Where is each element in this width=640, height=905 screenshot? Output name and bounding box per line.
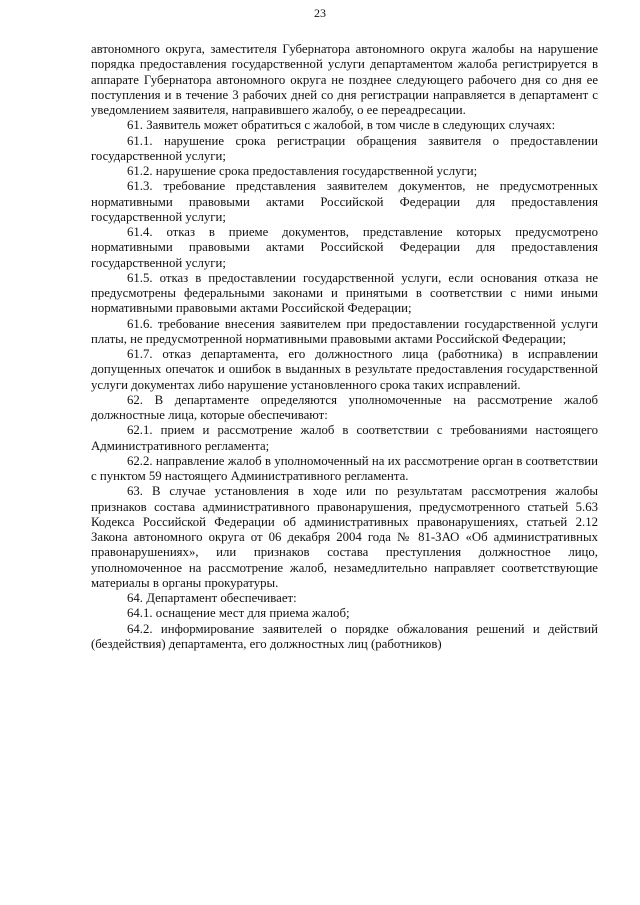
paragraph-61-7: 61.7. отказ департамента, его должностного лица (работника) в исправлении допущенных опечаток и ошибок в выданных в результате предоставления государственной услуги документах либо нарушение установленного срока таких исправлений. [91, 347, 598, 392]
paragraph-continuation: автономного округа, заместителя Губернатора автономного округа жалобы на нарушение порядка предоставления государственной услуги департаментом жалоба регистрируется в аппарате Губернатора автономного округа не позднее следующего рабочего дня со дня ее поступления и в течение 3 рабочих дней со дня регистрации направляется в департамент с уведомлением заявителя, направившего жалобу, о ее переадресации. [91, 42, 598, 117]
paragraph-62-1: 62.1. прием и рассмотрение жалоб в соответствии с требованиями настоящего Административного регламента; [91, 423, 598, 453]
paragraph-61: 61. Заявитель может обратиться с жалобой, в том числе в следующих случаях: [127, 118, 556, 133]
document-body [91, 42, 598, 652]
paragraph-61-6: 61.6. требование внесения заявителем при предоставлении государственной услуги платы, не предусмотренной нормативными правовыми актами Российской Федерации; [91, 316, 598, 346]
paragraph-64: 64. Департамент обеспечивает: [127, 591, 297, 605]
paragraph-62: 62. В департаменте определяются уполномоченные на рассмотрение жалоб должностные лица, которые обеспечивают: [91, 392, 598, 422]
paragraph-61-1: 61.1. нарушение срока регистрации обращения заявителя о предоставлении государственной услуги; [91, 133, 598, 163]
paragraph-63: 63. В случае установления в ходе или по результатам рассмотрения жалобы признаков состава административного правонарушения, предусмотренного статьей 5.63 Кодекса Российской Федерации об административных правонарушениях, статьей 2.12 Закона автономного округа от 06 декабря 2004 года № 81-ЗАО «Об административных правонарушениях», или признаков состава преступления должностное лицо, уполномоченное на рассмотрение жалоб, незамедлительно направляет соответствующие материалы в органы прокуратуры. [91, 484, 598, 590]
paragraph-61-3: 61.3. требование представления заявителем документов, не предусмотренных нормативными правовыми актами Российской Федерации для предоставления государственной услуги; [91, 179, 598, 224]
paragraph-61-4: 61.4. отказ в приеме документов, представление которых предусмотрено нормативными правовыми актами Российской Федерации для предоставления государственной услуги; [91, 225, 598, 270]
paragraph-61-5: 61.5. отказ в предоставлении государственной услуги, если основания отказа не предусмотрены федеральными законами и принятыми в соответствии с ними иными нормативными правовыми актами Российской Федерации; [91, 270, 598, 316]
paragraph-64-1: 64.1. оснащение мест для приема жалоб; [127, 606, 350, 621]
paragraph-62-2: 62.2. направление жалоб в уполномоченный на их рассмотрение орган в соответствии с пунктом 59 настоящего Административного регламента. [91, 453, 598, 483]
paragraph-64-2: 64.2. информирование заявителей о порядке обжалования решений и действий (бездействия) департамента, его должностных лиц (работников) [91, 621, 598, 651]
paragraph-61-2: 61.2. нарушение срока предоставления государственной услуги; [127, 164, 478, 178]
page-number: 23 [314, 6, 326, 20]
